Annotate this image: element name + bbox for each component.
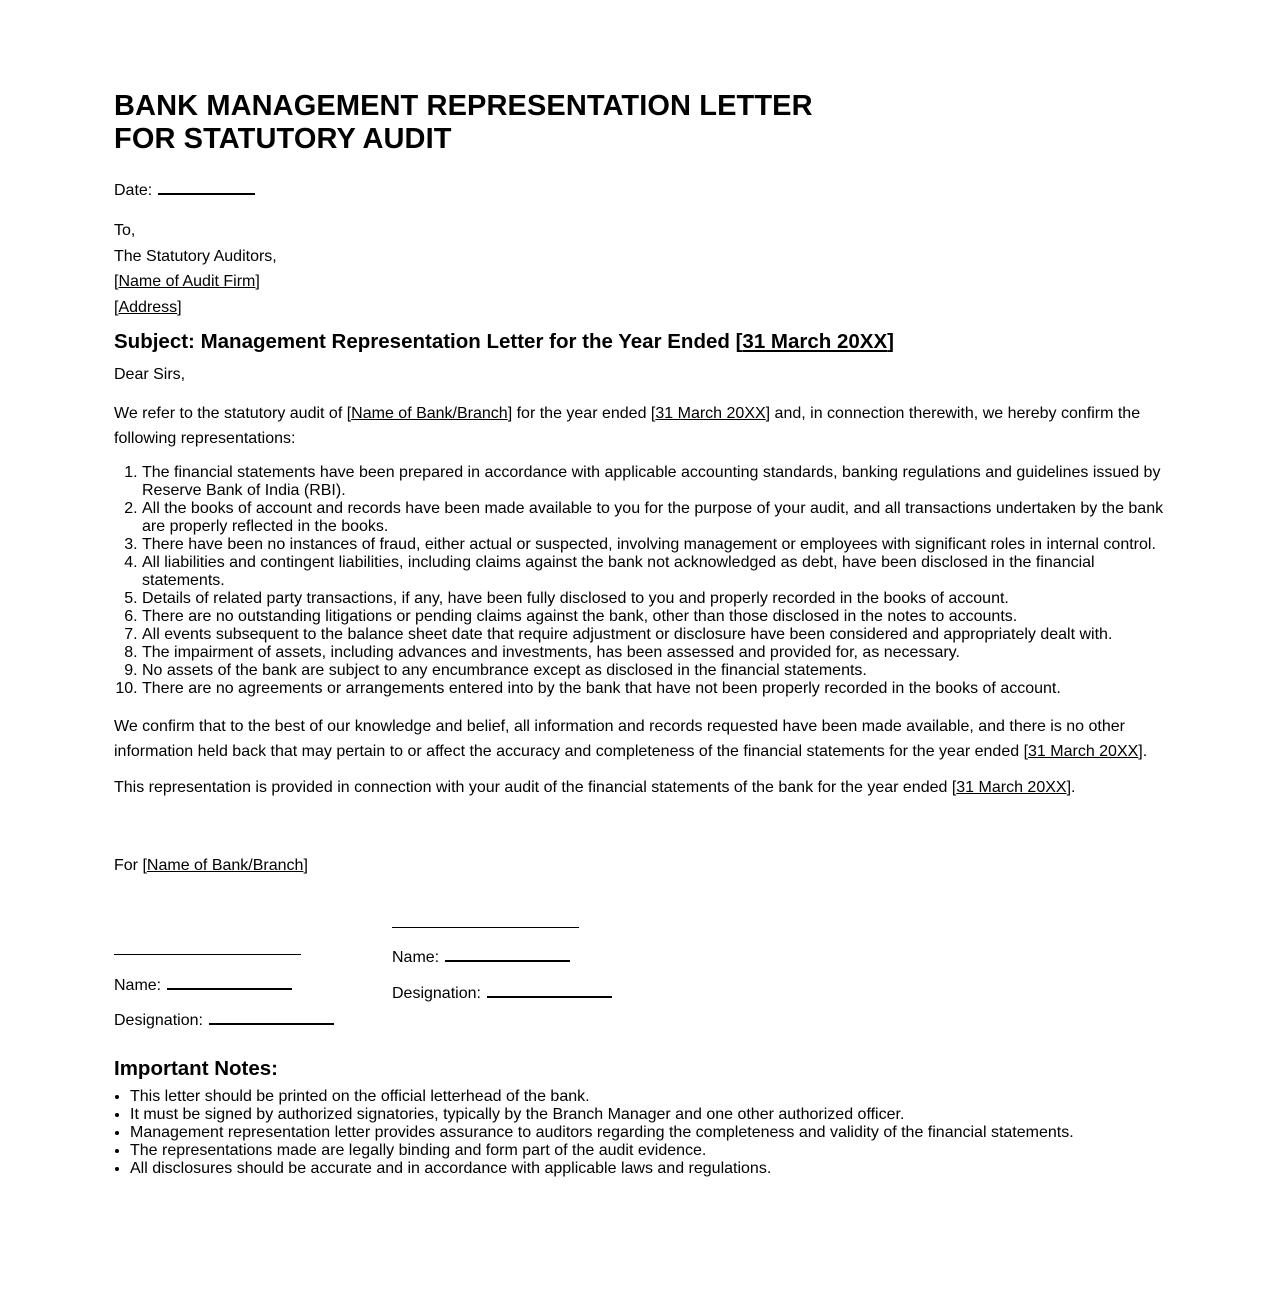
intro-paragraph: We refer to the statutory audit of [Name of Bank/Branch] for the year ended [31 March 20XX] and, in connection therewith, we hereby confirm the following representations:: [114, 405, 1141, 447]
confirmation-part-1: We confirm that to the best of our knowledge and belief, all information and records requested have been made available, and there is no other information held back that may pertain to or affect the accuracy and completeness of the financial statements for the year ended: [114, 718, 1125, 760]
signature-line-1: [114, 954, 301, 955]
note-item: • It must be signed by authorized signatories, typically by the Branch Manager and one other authorized officer.: [130, 1106, 1174, 1124]
signatory-1-designation-blank: [209, 1009, 334, 1025]
confirmation-part-2: .: [1142, 743, 1148, 760]
signoff-for: For [Name of Bank/Branch]: [114, 857, 308, 874]
address-line: [Address]: [114, 298, 182, 316]
firm-placeholder: Name of Audit Firm: [118, 273, 256, 290]
signatory-1-designation-label: Designation:: [114, 1012, 203, 1029]
signoff-bank-placeholder: Name of Bank/Branch: [146, 857, 304, 874]
for-label: For: [114, 857, 143, 874]
provision-part-2: .: [1071, 779, 1076, 796]
greeting: Dear Sirs,: [114, 366, 186, 383]
subject-heading: Subject: Management Representation Letter for the Year Ended [31 March 20XX]: [114, 330, 894, 353]
representation-item: 5. Details of related party transactions, if any, have been fully disclosed to you and properly recorded in the books of account.: [142, 590, 1174, 608]
signatory-2-designation-label: Designation:: [392, 985, 481, 1002]
signatory-1-name-blank: [167, 974, 292, 990]
signature-line-2: [392, 927, 579, 928]
date-label: Date:: [114, 182, 153, 199]
representation-item: 7. All events subsequent to the balance sheet date that require adjustment or disclosure have been considered and appropriately dealt with.: [142, 626, 1174, 644]
representation-item: 8. The impairment of assets, including advances and investments, has been assessed and provided for, as necessary.: [142, 644, 1174, 662]
representation-item: 1. The financial statements have been prepared in accordance with applicable accounting standards, banking regulations and guidelines issued by Reserve Bank of India (RBI).: [142, 464, 1174, 500]
intro-part-3: and, in connection therewith, we hereby confirm the following representations:: [114, 405, 1141, 447]
note-item: • Management representation letter provides assurance to auditors regarding the completeness and validity of the financial statements.: [130, 1124, 1174, 1142]
letter-content: [114, 90, 1174, 1178]
address-recipient: The Statutory Auditors,: [114, 247, 277, 265]
provision-date-placeholder: 31 March 20XX: [956, 779, 1067, 796]
subject-prefix: Subject: Management Representation Letter for the Year Ended: [114, 330, 736, 353]
intro-bank-placeholder: Name of Bank/Branch: [351, 405, 508, 422]
signature-area: [114, 876, 1174, 1056]
signatory-2-name: [392, 946, 570, 968]
confirmation-date-placeholder: 31 March 20XX: [1028, 743, 1139, 760]
representation-item: 3. There have been no instances of fraud, either actual or suspected, involving management or employees with significant roles in internal control.: [142, 536, 1174, 554]
note-item: • This letter should be printed on the official letterhead of the bank.: [130, 1088, 1174, 1106]
notes-list: [114, 1088, 1174, 1178]
document-title: [114, 90, 1174, 156]
intro-date-placeholder: 31 March 20XX: [655, 405, 766, 422]
title-line-1: BANK MANAGEMENT REPRESENTATION LETTER: [114, 90, 813, 122]
date-row: [114, 179, 1174, 201]
signatory-1-designation: [114, 1009, 334, 1031]
signatory-2-designation: [392, 982, 612, 1004]
note-item: • All disclosures should be accurate and in accordance with applicable laws and regulations.: [130, 1160, 1174, 1178]
representation-item: 2. All the books of account and records have been made available to you for the purpose of your audit, and all transactions undertaken by the bank are properly reflected in the books.: [142, 500, 1174, 536]
signatory-2-name-blank: [445, 946, 570, 962]
date-blank: [158, 179, 255, 195]
title-line-2: FOR STATUTORY AUDIT: [114, 123, 452, 155]
notes-heading: Important Notes:: [114, 1057, 278, 1080]
signatory-1-name: [114, 974, 292, 996]
provision-paragraph: This representation is provided in connection with your audit of the financial statements of the bank for the year ended [31 March 20XX].: [114, 779, 1076, 796]
note-item: • The representations made are legally binding and form part of the audit evidence.: [130, 1142, 1174, 1160]
representation-item: 9. No assets of the bank are subject to any encumbrance except as disclosed in the financial statements.: [142, 662, 1174, 680]
address-placeholder: Address: [118, 298, 178, 316]
intro-part-2: for the year ended: [512, 405, 651, 422]
subject-date-placeholder: 31 March 20XX: [742, 330, 888, 353]
signatory-2-name-label: Name:: [392, 949, 440, 966]
representations-list: [114, 464, 1174, 698]
representation-item: 4. All liabilities and contingent liabilities, including claims against the bank not acknowledged as debt, have been disclosed in the financial statements.: [142, 554, 1174, 590]
confirmation-paragraph: We confirm that to the best of our knowledge and belief, all information and records requested have been made available, and there is no other information held back that may pertain to or affect the accuracy and completeness of the financial statements for the year ended [31 March 20XX].: [114, 718, 1148, 760]
representation-item: 6. There are no outstanding litigations or pending claims against the bank, other than those disclosed in the notes to accounts.: [142, 608, 1174, 626]
signatory-1-name-label: Name:: [114, 977, 162, 994]
intro-part-1: We refer to the statutory audit of: [114, 405, 347, 422]
address-to: To,: [114, 222, 136, 239]
address-firm: [Name of Audit Firm]: [114, 273, 260, 290]
recipient-address: [114, 218, 1174, 320]
signatory-2-designation-blank: [487, 982, 612, 998]
provision-part-1: This representation is provided in connection with your audit of the financial statements of the bank for the year ended: [114, 779, 952, 796]
representation-item: 10. There are no agreements or arrangements entered into by the bank that have not been properly recorded in the books of account.: [142, 680, 1174, 698]
